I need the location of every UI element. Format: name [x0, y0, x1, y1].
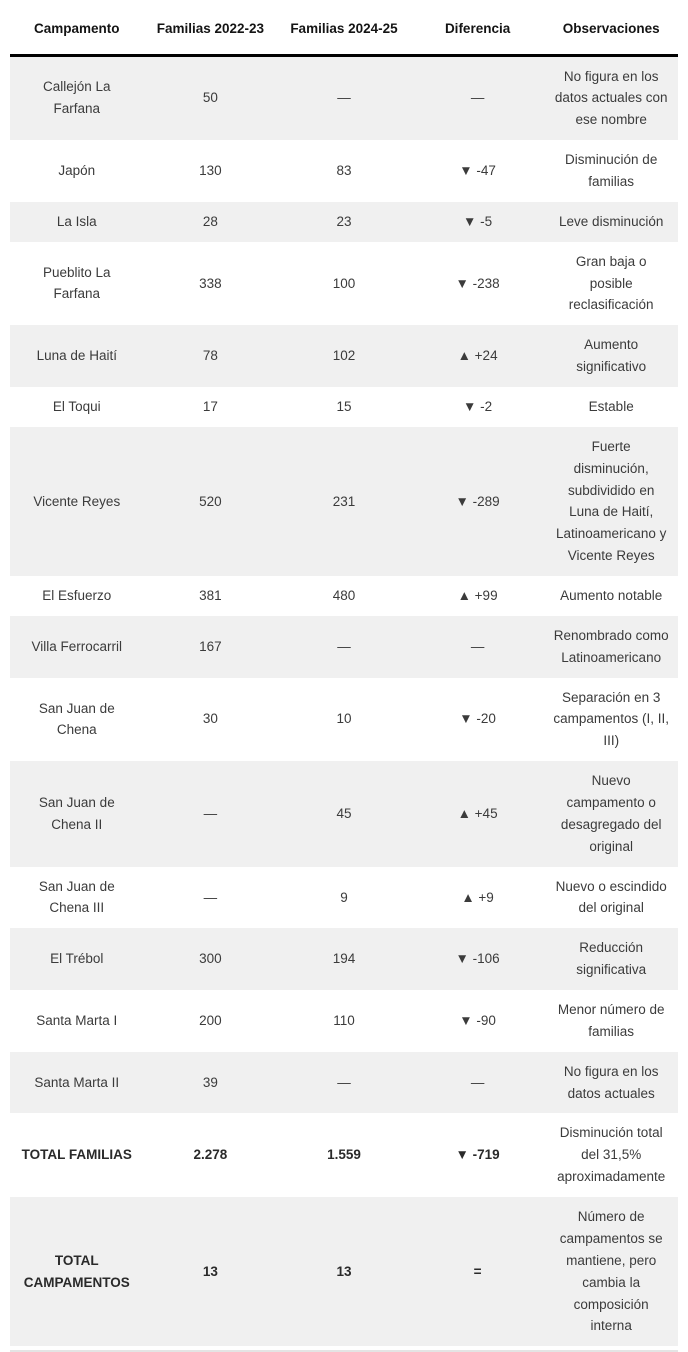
cell-familias-2024-25: 480 — [332, 588, 356, 604]
cell-familias-2022-23: 39 — [202, 1074, 218, 1090]
table-body — [10, 55, 678, 1346]
cell-observaciones: Disminución de familias — [565, 152, 658, 189]
cell-diferencia: = — [473, 1263, 482, 1279]
cell-diferencia: ▼ -238 — [455, 275, 500, 291]
header-row — [10, 8, 678, 55]
table-header — [10, 8, 678, 55]
table-row — [10, 1052, 678, 1114]
cell-familias-2024-25: 194 — [332, 951, 356, 967]
cell-familias-2022-23: 200 — [199, 1012, 222, 1028]
cell-campamento: Vicente Reyes — [33, 493, 121, 509]
column-header-observaciones: Observaciones — [562, 21, 660, 36]
cell-observaciones: Leve disminución — [559, 213, 664, 229]
cell-familias-2024-25: 10 — [336, 711, 352, 727]
cell-familias-2022-23: 28 — [202, 213, 218, 229]
column-header-familias-2024-25: Familias 2024-25 — [290, 21, 398, 36]
cell-campamento: El Trébol — [50, 951, 104, 967]
cell-observaciones: No figura en los datos actuales — [563, 1063, 659, 1101]
cell-familias-2022-23: 520 — [199, 493, 222, 509]
cell-familias-2022-23: 78 — [202, 348, 218, 364]
cell-familias-2024-25: 83 — [336, 163, 352, 179]
cell-familias-2022-23: 300 — [199, 951, 222, 967]
cell-familias-2022-23: 17 — [202, 399, 218, 414]
cell-familias-2024-25: 110 — [333, 1012, 355, 1028]
cell-observaciones: Número de campamentos se mantiene, pero cambia la composición interna — [559, 1209, 663, 1334]
cell-campamento: El Esfuerzo — [42, 588, 112, 604]
cell-observaciones: Disminución total del 31,5% aproximadamente — [557, 1125, 666, 1185]
table-row — [10, 576, 678, 616]
campamentos-table — [10, 8, 678, 1346]
cell-campamento: San Juan de Chena III — [38, 878, 115, 916]
cell-diferencia: — — [470, 90, 485, 106]
cell-diferencia: ▲ +9 — [461, 889, 494, 905]
cell-observaciones: Nuevo o escindido del original — [555, 878, 667, 916]
column-header-diferencia: Diferencia — [444, 21, 511, 36]
cell-familias-2022-23: 167 — [199, 638, 222, 654]
cell-familias-2022-23: 338 — [199, 275, 222, 291]
table-row — [10, 928, 678, 990]
cell-observaciones: No figura en los datos actuales con ese nombre — [554, 68, 668, 128]
table-row — [10, 242, 678, 326]
table-row — [10, 678, 678, 762]
cell-campamento: Callejón La Farfana — [43, 79, 111, 117]
cell-familias-2022-23: 50 — [202, 90, 218, 106]
cell-observaciones: Gran baja o posible reclasificación — [568, 253, 654, 313]
cell-observaciones: Reducción significativa — [576, 940, 647, 978]
cell-familias-2024-25: 102 — [332, 348, 356, 364]
cell-campamento: Santa Marta II — [34, 1074, 120, 1090]
cell-familias-2024-25: 45 — [336, 805, 352, 821]
table-row — [10, 761, 678, 866]
cell-campamento: La Isla — [56, 213, 97, 229]
cell-campamento: Luna de Haití — [36, 348, 117, 364]
table-row — [10, 325, 678, 387]
cell-diferencia: — — [470, 638, 485, 654]
cell-campamento: TOTAL CAMPAMENTOS — [23, 1252, 130, 1290]
cell-campamento: El Toqui — [52, 399, 101, 414]
cell-diferencia: ▼ -20 — [459, 711, 496, 727]
cell-observaciones: Aumento significativo — [576, 337, 647, 375]
cell-campamento: TOTAL FAMILIAS — [21, 1147, 132, 1163]
cell-campamento: Pueblito La Farfana — [43, 264, 111, 302]
cell-familias-2024-25: — — [337, 638, 351, 654]
cell-familias-2022-23: 13 — [202, 1263, 218, 1279]
cell-familias-2024-25: 13 — [336, 1263, 352, 1279]
cell-familias-2024-25: 9 — [340, 889, 348, 905]
cell-campamento: San Juan de Chena — [38, 700, 115, 738]
cell-observaciones: Separación en 3 campamentos (I, II, III) — [553, 689, 669, 749]
cell-observaciones: Menor número de familias — [557, 1002, 665, 1039]
cell-observaciones: Aumento notable — [560, 588, 663, 604]
cell-familias-2024-25: 100 — [332, 275, 356, 291]
cell-familias-2022-23: 30 — [202, 711, 218, 727]
cell-campamento: San Juan de Chena II — [38, 795, 115, 832]
cell-campamento: Santa Marta I — [36, 1012, 118, 1028]
table-row — [10, 202, 678, 242]
cell-campamento: Villa Ferrocarril — [31, 638, 123, 654]
cell-diferencia: ▲ +24 — [457, 348, 498, 364]
cell-familias-2024-25: — — [337, 90, 351, 106]
cell-diferencia: ▼ -2 — [463, 399, 493, 414]
column-header-familias-2022-23: Familias 2022-23 — [156, 21, 265, 36]
cell-familias-2022-23: — — [203, 889, 218, 905]
cell-diferencia: ▲ +45 — [457, 805, 498, 821]
cell-observaciones: Estable — [588, 399, 634, 414]
table-row — [10, 990, 678, 1052]
table-row — [10, 867, 678, 929]
cell-familias-2024-25: 15 — [336, 399, 352, 414]
cell-observaciones: Nuevo campamento o desagregado del original — [560, 773, 662, 854]
cell-diferencia: — — [470, 1074, 485, 1090]
table-row — [10, 140, 678, 202]
cell-observaciones: Renombrado como Latinoamericano — [553, 627, 669, 665]
cell-familias-2024-25: 231 — [332, 493, 356, 509]
cell-familias-2022-23: 130 — [199, 163, 222, 179]
cell-campamento: Japón — [58, 163, 96, 179]
cell-familias-2024-25: 1.559 — [327, 1147, 361, 1163]
table-row — [10, 1113, 678, 1197]
cell-diferencia: ▼ -106 — [455, 951, 500, 967]
cell-diferencia: ▼ -289 — [455, 493, 500, 509]
table-row — [10, 616, 678, 678]
cell-familias-2022-23: 381 — [199, 588, 222, 604]
table-row — [10, 1197, 678, 1346]
column-header-campamento: Campamento — [34, 21, 120, 36]
cell-familias-2022-23: — — [203, 805, 218, 821]
table-row — [10, 55, 678, 140]
cell-diferencia: ▼ -5 — [463, 213, 493, 229]
cell-diferencia: ▼ -90 — [459, 1012, 496, 1028]
cell-diferencia: ▲ +99 — [457, 588, 498, 604]
table-row — [10, 427, 678, 576]
cell-diferencia: ▼ -719 — [455, 1147, 500, 1163]
cell-familias-2024-25: — — [337, 1074, 351, 1090]
cell-familias-2022-23: 2.278 — [193, 1147, 228, 1163]
cell-observaciones: Fuerte disminución, subdividido en Luna de Haití, Latinoamericano y Vicente Reyes — [556, 438, 667, 564]
cell-familias-2024-25: 23 — [336, 213, 352, 229]
cell-diferencia: ▼ -47 — [459, 163, 496, 179]
table-row — [10, 387, 678, 427]
